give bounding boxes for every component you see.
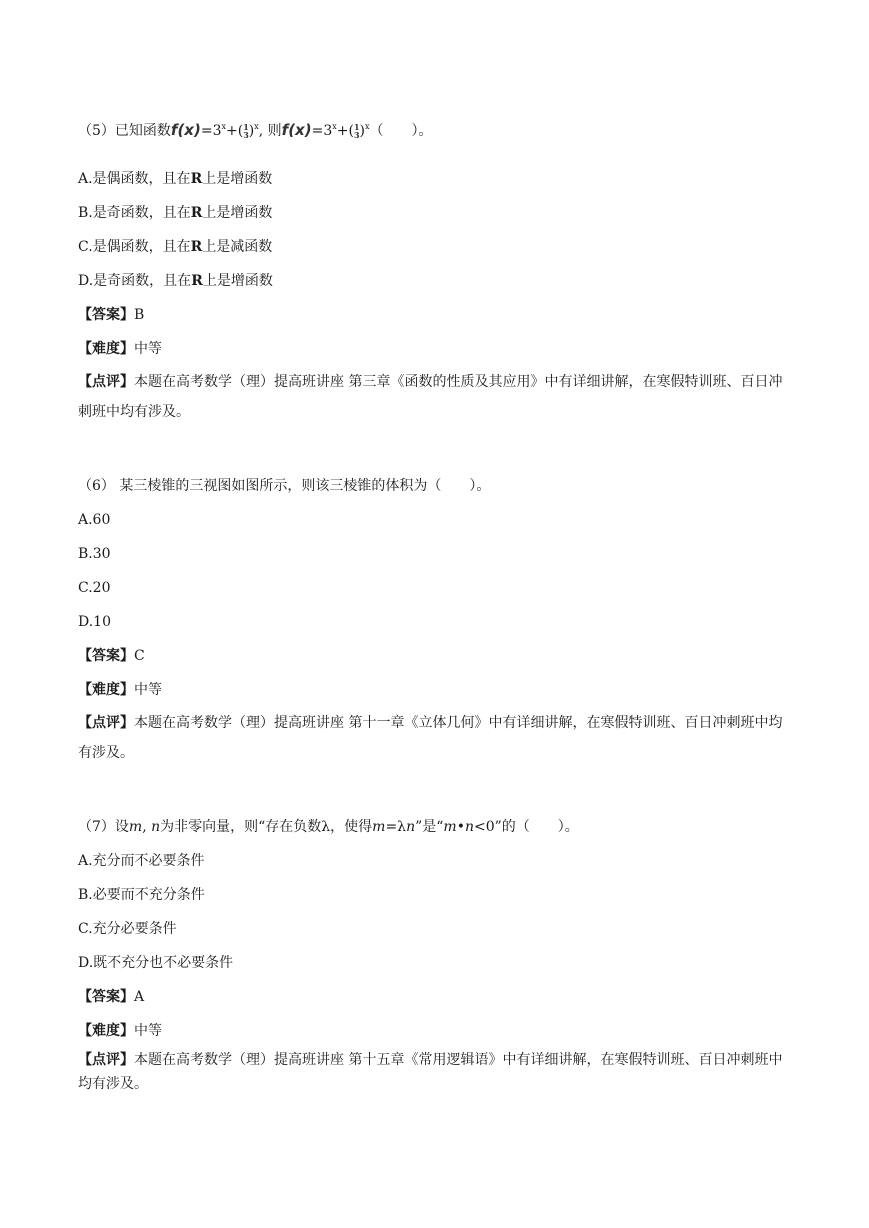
q5-option-c: C.是偶函数，且在R上是减函数 [78,239,273,255]
q5-comment: 【点评】本题在高考数学（理）提高班讲座 第三章《函数的性质及其应用》中有详细讲解，在寒假特训班、百日冲刺班中均有涉及。 [78,374,783,420]
q5-stem: （5）已知函数$f(x)=3^x+(1$ 3)$^x$, 则$f(x)=3^x+(1$ 3)$^x$（ ）。 [78,121,433,140]
function-f-formula: f(x) [170,121,201,139]
q5-number: （5） [78,123,115,139]
q5-difficulty: 【难度】中等 [78,341,162,357]
q6-option-b: B.30 [78,546,111,562]
q7-answer: 【答案】A [78,989,145,1005]
q7-option-c: C.充分必要条件 [78,921,177,937]
q6-comment: 【点评】本题在高考数学（理）提高班讲座 第十一章《立体几何》中有详细讲解，在寒假特训班、百日冲刺班中均有涉及。 [78,715,783,761]
q7-difficulty: 【难度】中等 [78,1023,162,1039]
q7-option-a: A.充分而不必要条件 [78,853,205,869]
q5-option-d: D.是奇函数，且在R上是增函数 [78,273,273,289]
q6-difficulty: 【难度】中等 [78,682,162,698]
q5-option-a: A.是偶函数，且在R上是增函数 [78,171,273,187]
q7-option-b: B.必要而不充分条件 [78,887,205,903]
q7-stem: （7）设m, n为非零向量，则“存在负数λ，使得m=λn”是“m•n<0”的（ ）。 [78,819,579,835]
q7-comment: 【点评】本题在高考数学（理）提高班讲座 第十五章《常用逻辑语》中有详细讲解，在寒假特训班、百日冲刺班中均有涉及。 [78,1052,783,1092]
q6-stem: （6） 某三棱锥的三视图如图所示，则该三棱锥的体积为（ ）。 [78,478,491,494]
fraction-one-third: 1 3 [243,122,249,140]
q6-option-c: C.20 [78,580,111,596]
q6-option-a: A.60 [78,512,111,528]
q6-answer: 【答案】C [78,648,145,664]
fraction-one-third: 1 3 [353,122,360,140]
function-f-formula: f(x) [281,121,312,139]
q5-answer: 【答案】B [78,307,145,323]
q5-option-b: B.是奇函数，且在R上是增函数 [78,205,273,221]
q6-option-d: D.10 [78,614,111,630]
q7-option-d: D.既不充分也不必要条件 [78,955,234,971]
